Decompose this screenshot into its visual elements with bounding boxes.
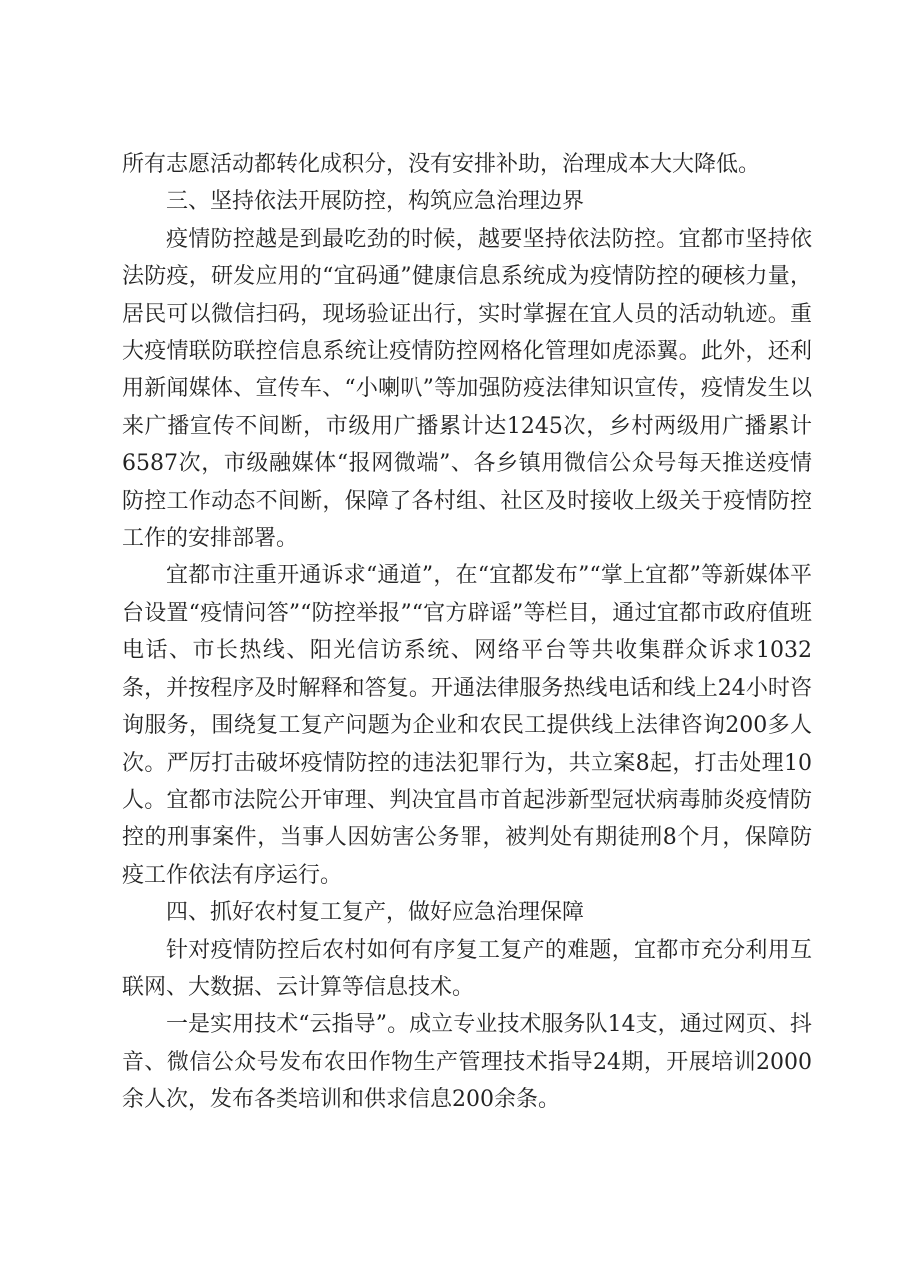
paragraph-appeal-channels: 宜都市注重开通诉求“通道”，在“宜都发布”“掌上宜都”等新媒体平台设置“疫情问答”“防控举报”“官方辟谣”等栏目，通过宜都市政府值班电话、市长热线、阳光信访系统、网络平台等共收集群众诉求1032条，并按程序及时解释和答复。开通法律服务热线电话和线上24小时咨询服务，围绕复工复产问题为企业和农民工提供线上法律咨询200多人次。严厉打击破坏疫情防控的违法犯罪行为，共立案8起，打击处理10人。宜都市法院公开审理、判决宜昌市首起涉新型冠状病毒肺炎疫情防控的刑事案件，当事人因妨害公务罪，被判处有期徒刑8个月，保障防疫工作依法有序运行。 xyxy=(122,563,812,888)
paragraph-cloud-guidance: 一是实用技术“云指导”。成立专业技术服务队14支，通过网页、抖音、微信公众号发布农田作物生产管理技术指导24期，开展培训2000余人次，发布各类培训和供求信息200余条。 xyxy=(122,1012,812,1113)
document-body xyxy=(122,146,812,1119)
paragraph-rural-resumption: 针对疫情防控后农村如何有序复工复产的难题，宜都市充分利用互联网、大数据、云计算等信息技术。 xyxy=(122,937,812,1000)
section-heading-four: 四、抓好农村复工复产，做好应急治理保障 xyxy=(166,900,585,926)
paragraph-volunteer-points: 所有志愿活动都转化成积分，没有安排补助，治理成本大大降低。 xyxy=(122,152,761,177)
paragraph-legal-prevention: 疫情防控越是到最吃劲的时候，越要坚持依法防控。宜都市坚持依法防疫，研发应用的“宜码通”健康信息系统成为疫情防控的硬核力量，居民可以微信扫码，现场验证出行，实时掌握在宜人员的活动轨迹。重大疫情联防联控信息系统让疫情防控网格化管理如虎添翼。此外，还利用新闻媒体、宣传车、“小喇叭”等加强防疫法律知识宣传，疫情发生以来广播宣传不间断，市级用广播累计达1245次，乡村两级用广播累计6587次，市级融媒体“报网微端”、各乡镇用微信公众号每天推送疫情防控工作动态不间断，保障了各村组、社区及时接收上级关于疫情防控工作的安排部署。 xyxy=(122,226,812,552)
section-heading-three: 三、坚持依法开展防控，构筑应急治理边界 xyxy=(166,189,585,215)
